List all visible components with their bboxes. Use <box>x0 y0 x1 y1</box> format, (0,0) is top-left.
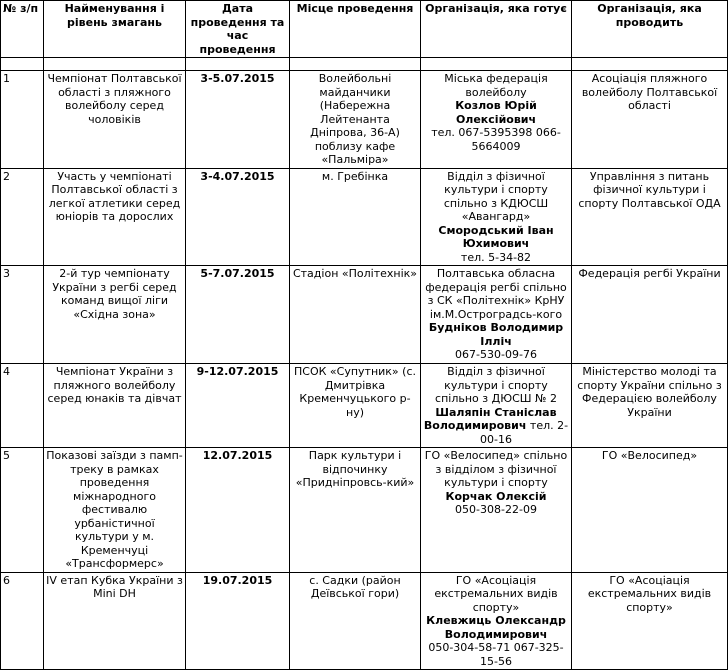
spacer-cell <box>290 58 421 71</box>
spacer-row <box>1 58 728 71</box>
table-row <box>1 448 728 573</box>
event-conductor: Управління з питань фізичної культури і спорту Полтавської ОДА <box>572 168 728 266</box>
event-conductor: ГО «Велосипед» <box>572 448 728 573</box>
event-name: Участь у чемпіонаті Полтавської області з легкої атлетики серед юніорів та дорослих <box>44 168 186 266</box>
contact-phone: 067-530-09-76 <box>455 348 537 361</box>
event-date: 19.07.2015 <box>186 572 290 670</box>
row-num: 2 <box>1 168 44 266</box>
row-num: 5 <box>1 448 44 573</box>
spacer-cell <box>44 58 186 71</box>
contact-phone: тел. 2-00-16 <box>480 419 569 446</box>
contact-person: Клевжиць Олександр Володимирович <box>426 614 566 641</box>
event-date: 3-4.07.2015 <box>186 168 290 266</box>
contact-person: Шаляпін Станіслав Володимирович <box>423 405 557 432</box>
header-date: Дата проведення та час проведення <box>186 1 290 58</box>
organizer-name: Відділ з фізичної культури і спорту спільно з КДЮСШ «Авангард» <box>443 169 549 223</box>
table-row <box>1 71 728 169</box>
organizer-name: Полтавська обласна федерація регбі спільно з СК «Політехнік» КрНУ ім.М.Остроградсь-кого <box>425 267 567 321</box>
table-row <box>1 266 728 364</box>
event-organizer <box>421 448 572 573</box>
header-organizer: Організація, яка готує <box>421 1 572 58</box>
event-conductor: ГО «Асоціація екстремальних видів спорту» <box>572 572 728 670</box>
organizer-name: Відділ з фізичної культури і спорту спільно з ДЮСШ № 2 <box>435 365 557 405</box>
contact-person: Корчак Олексій <box>445 489 547 503</box>
event-place: с. Садки (район Деївської гори) <box>290 572 421 670</box>
event-date: 9-12.07.2015 <box>186 364 290 448</box>
event-name: Показові заїзди з памп-треку в рамках проведення міжнародного фестивалю урбаністичної культури у м. Кременчуці «Трансформерс» <box>44 448 186 573</box>
spacer-cell <box>421 58 572 71</box>
spacer-cell <box>1 58 44 71</box>
event-place: ПСОК «Супутник» (с. Дмитрівка Кременчуцького р-ну) <box>290 364 421 448</box>
event-name: IV етап Кубка України з Mini DH <box>44 572 186 670</box>
row-num: 6 <box>1 572 44 670</box>
event-name: Чемпіонат Полтавської області з пляжного волейболу серед чоловіків <box>44 71 186 169</box>
event-name: 2-й тур чемпіонату України з регбі серед команд вищої ліги «Східна зона» <box>44 266 186 364</box>
event-organizer <box>421 168 572 266</box>
organizer-name: Міська федерація волейболу <box>444 72 548 99</box>
row-num: 4 <box>1 364 44 448</box>
event-date: 5-7.07.2015 <box>186 266 290 364</box>
event-place: Волейбольні майданчики (Набережна Лейтенанта Дніпрова, 36-А) поблизу кафе «Пальміра» <box>290 71 421 169</box>
event-conductor: Міністерство молоді та спорту України спільно з Федерацією волейболу України <box>572 364 728 448</box>
header-conductor: Організація, яка проводить <box>572 1 728 58</box>
organizer-name: ГО «Асоціація екстремальних видів спорту» <box>434 573 558 614</box>
event-organizer <box>421 71 572 169</box>
contact-phone: тел. 067-5395398 066-5664009 <box>431 126 561 153</box>
contact-phone: тел. 5-34-82 <box>460 250 532 264</box>
organizer-name: ГО «Велосипед» спільно з відділом з фізичної культури і спорту <box>424 449 568 489</box>
event-date: 3-5.07.2015 <box>186 71 290 169</box>
contact-person: Смородський Іван Юхимович <box>438 223 554 250</box>
event-organizer <box>421 266 572 364</box>
header-row <box>1 1 728 58</box>
contact-phone: 050-308-22-09 <box>455 503 537 516</box>
spacer-cell <box>572 58 728 71</box>
event-conductor: Асоціація пляжного волейболу Полтавської області <box>572 71 728 169</box>
row-num: 3 <box>1 266 44 364</box>
row-num: 1 <box>1 71 44 169</box>
table-row <box>1 572 728 670</box>
header-num: № з/п <box>1 1 44 58</box>
event-conductor: Федерація регбі України <box>572 266 728 364</box>
event-place: Парк культури і відпочинку «Придніпровсь-кий» <box>290 448 421 573</box>
table-row <box>1 364 728 448</box>
contact-person: Козлов Юрій Олексійович <box>455 99 537 126</box>
event-date: 12.07.2015 <box>186 448 290 573</box>
contact-phone: 050-304-58-71 067-325-15-56 <box>428 641 564 668</box>
table-row <box>1 168 728 266</box>
event-place: м. Гребінка <box>290 168 421 266</box>
spacer-cell <box>186 58 290 71</box>
contact-person: Будніков Володимир Ілліч <box>428 321 564 348</box>
event-organizer <box>421 364 572 448</box>
event-place: Стадіон «Політехнік» <box>290 266 421 364</box>
event-organizer <box>421 572 572 670</box>
header-name: Найменування і рівень змагань <box>44 1 186 58</box>
event-name: Чемпіонат України з пляжного волейболу серед юнаків та дівчат <box>44 364 186 448</box>
header-place: Місце проведення <box>290 1 421 58</box>
